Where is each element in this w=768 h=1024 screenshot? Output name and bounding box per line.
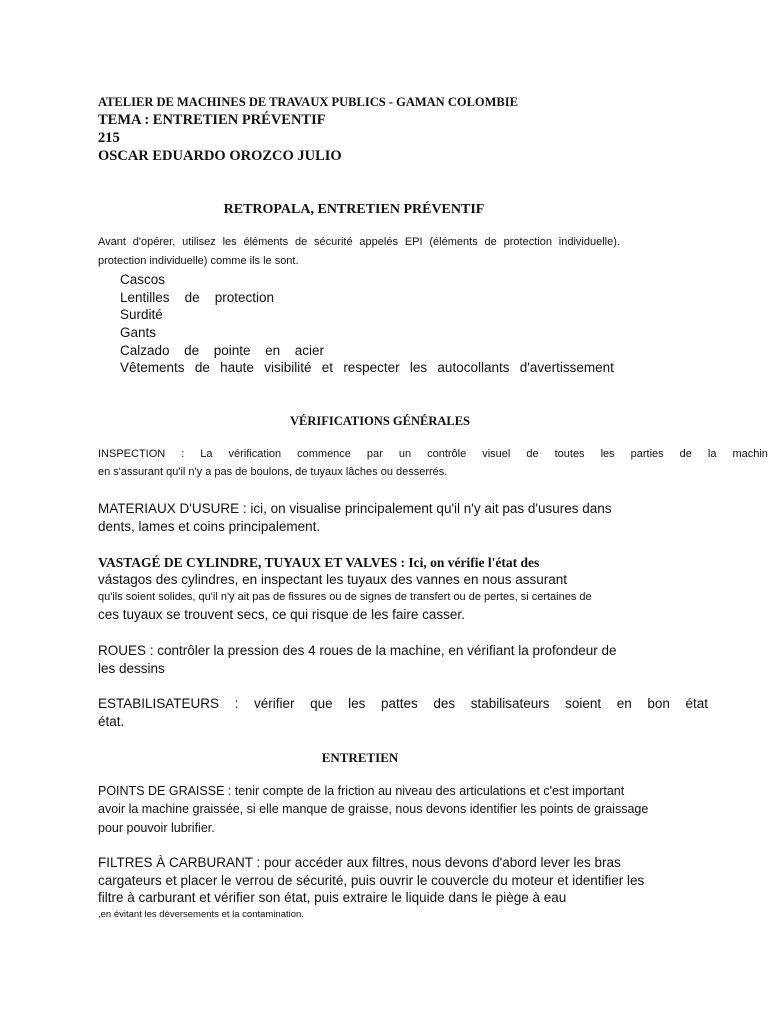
header-author: OSCAR EDUARDO OROZCO JULIO <box>98 148 342 164</box>
materiaux-line-1: MATERIAUX D'USURE : ici, on visualise principalement qu'il n'y ait pas d'usures dans <box>98 501 612 516</box>
word: de <box>526 448 539 460</box>
word: en <box>616 696 632 711</box>
list-item-cascos: Cascos <box>120 272 166 287</box>
filtres-line-1: FILTRES À CARBURANT : pour accéder aux filtres, nous devons d'abord lever les bras <box>98 855 621 870</box>
word: Calzado <box>120 343 170 358</box>
word: acier <box>294 343 324 358</box>
stabilisateurs-line-2: état. <box>98 714 125 729</box>
word: visuel <box>482 448 511 460</box>
vastage-line-1: VASTAGÉ DE CYLINDRE, TUYAUX ET VALVES : Ici, on vérifie l'état des <box>98 555 540 570</box>
word: en <box>265 343 281 358</box>
stabilisateurs-line-1 <box>98 696 708 711</box>
word: individuelle). <box>558 236 620 248</box>
word: appelés <box>359 236 398 248</box>
header-topic: TEMA : ENTRETIEN PRÉVENTIF <box>98 112 326 128</box>
document-title: RETROPALA, ENTRETIEN PRÉVENTIF <box>223 202 485 217</box>
word: sécurité <box>314 236 353 248</box>
inspection-line-2: en s'assurant qu'il n'y a pas de boulons, de tuyaux lâches ou desserrés. <box>98 466 448 478</box>
list-item-calzado <box>120 343 324 358</box>
word: protection <box>503 236 552 248</box>
intro-line-1 <box>98 236 620 248</box>
word: utilisez <box>182 236 216 248</box>
list-item-surdite: Surdité <box>120 307 163 322</box>
word: Lentilles <box>120 290 170 305</box>
word: Avant <box>98 236 126 248</box>
word: haute <box>220 360 254 375</box>
word: d'opérer, <box>132 236 176 248</box>
word: que <box>310 696 333 711</box>
word: soient <box>565 696 602 711</box>
filtres-line-4: ,en évitant les déversements et la contamination. <box>98 909 304 920</box>
word: la <box>707 448 717 460</box>
vastage-line-3: qu'ils soient solides, qu'il n'y ait pas de fissures ou de signes de transfert ou de pertes, si certaines de <box>98 591 592 603</box>
intro-line-2: protection individuelle) comme ils le sont. <box>98 255 299 267</box>
list-item-gants: Gants <box>120 325 157 340</box>
word: de <box>484 236 497 248</box>
word: parties <box>630 448 664 460</box>
word: et <box>321 360 334 375</box>
word: d'avertissement <box>519 360 614 375</box>
section-heading-verifications: VÉRIFICATIONS GÉNÉRALES <box>289 414 471 428</box>
word: : <box>181 448 185 460</box>
list-item-vetements <box>120 360 614 375</box>
header-number: 215 <box>98 130 120 146</box>
word: des <box>433 696 456 711</box>
word: stabilisateurs <box>470 696 550 711</box>
word: de <box>184 343 200 358</box>
header-institution: ATELIER DE MACHINES DE TRAVAUX PUBLICS - GAMAN COLOMBIE <box>98 95 518 109</box>
word: pattes <box>381 696 418 711</box>
graisse-line-1: POINTS DE GRAISSE : tenir compte de la friction au niveau des articulations et c'est important <box>98 784 625 798</box>
word: autocollants <box>437 360 510 375</box>
vastage-line-2: vástagos des cylindres, en inspectant les tuyaux des vannes en nous assurant <box>98 572 568 587</box>
word: La <box>200 448 213 460</box>
word: les <box>348 696 366 711</box>
word: visibilité <box>264 360 312 375</box>
word: un <box>398 448 412 460</box>
word: ESTABILISATEURS <box>98 696 220 711</box>
word: éléments <box>243 236 289 248</box>
word: les <box>600 448 615 460</box>
word: les <box>409 360 428 375</box>
word: état <box>685 696 708 711</box>
list-item-lentilles <box>120 290 274 305</box>
word: de <box>294 236 308 248</box>
word: Vêtements <box>120 360 185 375</box>
word: contrôle <box>427 448 467 460</box>
word: les <box>222 236 237 248</box>
graisse-line-2: avoir la machine graissée, si elle manque de graisse, nous devons identifier les points de graissage <box>98 802 649 816</box>
word: EPI <box>404 236 423 248</box>
graisse-line-3: pour pouvoir lubrifier. <box>98 821 215 835</box>
word: commence <box>297 448 351 460</box>
word: (éléments <box>429 236 478 248</box>
word: de <box>194 360 210 375</box>
materiaux-line-2: dents, lames et coins principalement. <box>98 519 321 534</box>
section-heading-entretien: ENTRETIEN <box>321 750 399 765</box>
roues-line-2: les dessins <box>98 661 165 676</box>
word: par <box>366 448 383 460</box>
word: vérification <box>228 448 282 460</box>
filtres-line-3: filtre à carburant et vérifier son état, puis extraire le liquide dans le piège à eau <box>98 890 567 905</box>
word: machin <box>732 448 768 460</box>
vastage-line-4: ces tuyaux se trouvent secs, ce qui risque de les faire casser. <box>98 607 465 622</box>
filtres-line-2: cargateurs et placer le verrou de sécurité, puis ouvrir le couvercle du moteur et identifier les <box>98 873 645 888</box>
word: de <box>184 290 200 305</box>
word: INSPECTION <box>98 448 166 460</box>
word: vérifier <box>253 696 295 711</box>
word: respecter <box>343 360 400 375</box>
word: bon <box>647 696 670 711</box>
word: protection <box>214 290 274 305</box>
inspection-line-1 <box>98 448 768 460</box>
word: de <box>679 448 692 460</box>
word: pointe <box>213 343 251 358</box>
roues-line-1: ROUES : contrôler la pression des 4 roues de la machine, en vérifiant la profondeur de <box>98 643 617 658</box>
word: : <box>234 696 239 711</box>
word: toutes <box>554 448 585 460</box>
